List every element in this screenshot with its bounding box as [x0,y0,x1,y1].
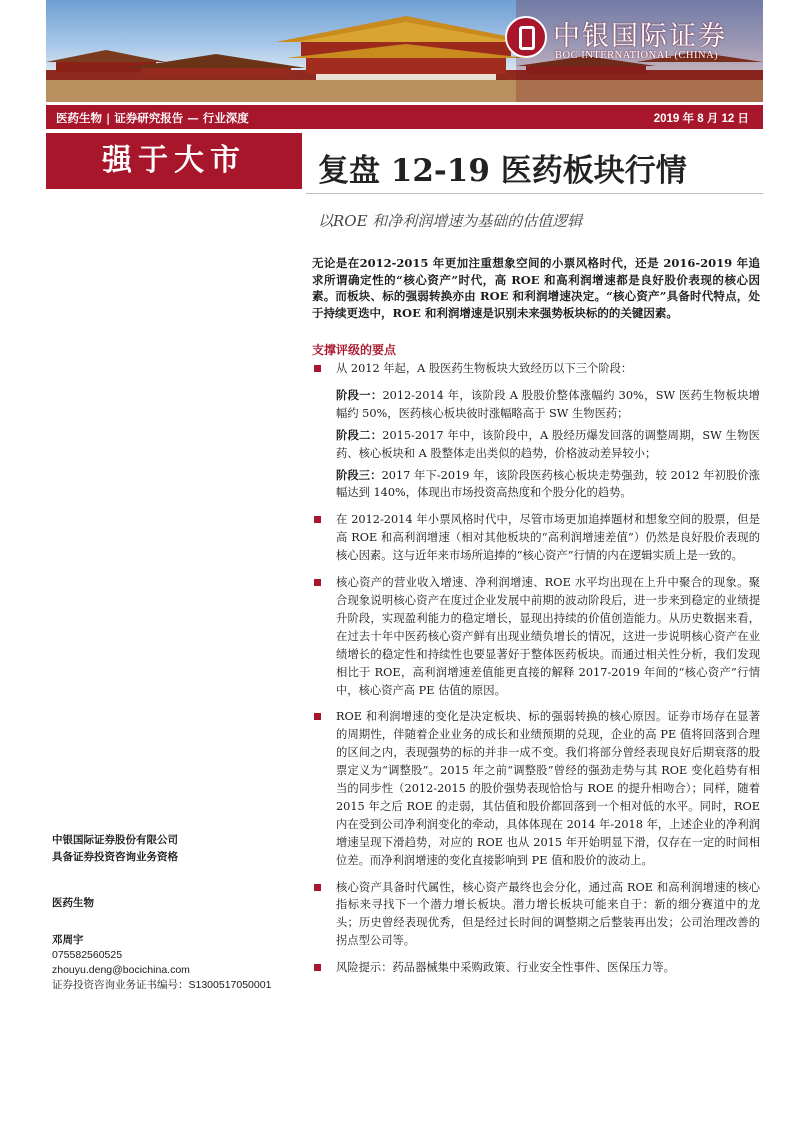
analyst-email: zhouyu.deng@bocichina.com [52,964,190,976]
report-title: 复盘 12-19 医药板块行情 [318,153,687,189]
key-points-heading: 支撑评级的要点 [312,343,397,357]
stage-label: 阶段二： [336,427,383,442]
summary-paragraph: 无论是在2012-2015 年更加注重想象空间的小票风格时代，还是 2016-2019 年追求所谓确定性的“核心资产”时代，高 ROE 和高利润增速都是良好股价表现的核心因素。而板块、标的强弱转换亦由 ROE 和利润增速决定。“核心资产”具备时代特点，处于持续更迭中，ROE 和利润增速是识别未来强势板块标的的关键因素。 [312,256,760,320]
list-item [312,879,760,951]
stage-text: 2017 年下-2019 年，该阶段医药核心板块走势强劲，较 2012 年初股价涨幅达到 140%，体现出市场投资高热度和个股分化的趋势。 [336,468,760,500]
boc-logo-icon [505,16,547,58]
analyst-phone: 07558256052​5 [52,949,123,961]
header-banner-image [46,0,763,102]
bullet-text: 核心资产具备时代属性，核心资产最终也会分化，通过高 ROE 和高利润增速的核心指标来寻找下一个潜力增长板块。潜力增长板块可能来自于：新的细分赛道中的龙头；历史曾经表现优秀，但是经过长时间的调整期之后整装再出发；公司治理改善的拐点型公司等。 [336,880,760,948]
bullet-text: 核心资产的营业收入增速、净利润增速、ROE 水平均出现在上升中聚合的现象。聚合现象说明核心资产在度过企业发展中前期的波动阶段后，进一步来到稳定的业绩提升阶段，实现盈利能力的稳定增长，显现出持续的价值创造能力。从历史数据来看，在过去十年中医药核心资产鲜有出现业绩负增长的情况，这进一步说明核心资产在业绩增长的稳定性和持续性也要显著好于整体医药板块。而通过相关性分析，我们发现相比于 ROE，高利润增速差值能更直接的解释 2017-2019 年间的“核心资产”行情中，核心资产高 PE 估值的原因。 [336,576,760,697]
key-points-list [312,360,760,986]
square-bullet-icon [314,365,321,372]
square-bullet-icon [314,713,321,720]
analyst-certificate: 证券投资咨询业务证书编号：S1300517050001 [52,979,272,991]
company-name-cn: 中银国际证券 [553,21,727,52]
square-bullet-icon [314,516,321,523]
report-date: 2019 年 8 月 12 日 [653,113,749,125]
bullet-text: ROE 和利润增速的变化是决定板块、标的强弱转换的核心原因。证券市场存在显著的周期性，伴随着企业业务的成长和业绩预期的兑现，企业的高 PE 值将回落到合理的区间之内，表现强势的标的并非一成不变。我们将部分曾经表现良好后期衰落的股票定义为“调整股”。2015 年之前“调整股”曾经的强劲走势与其 ROE 变化趋势有相当的同步性（2012-2015 的股价强势表现恰恰与 ROE 的提升相吻合）；同样，随着 2015 年之后 ROE 的走弱，其估值和股价都回落到一个相对低的水平。同时，ROE 内在受到公司净利润变化的牵动，具体体现在 2014 年-2018 年，上述企业的净利润增速呈现下滑趋势，对应的 ROE 也从 2015 年开始明显下滑，仅存在一定的时间相位差。而净利润增速的变化直接影响到 PE 值和股价的波动上。 [336,710,760,867]
stage-text: 2015-2017 年中，该阶段中，A 股经历爆发回落的调整周期，SW 生物医药、核心板块和 A 股整体走出类似的趋势，价格波动差异较小； [336,428,760,460]
bullet-text: 在 2012-2014 年小票风格时代中，尽管市场更加追捧题材和想象空间的股票，但是高 ROE 和高利润增速（相对其他板块的“高利润增速差值”）仍然是良好股价表现的核心因素。这与近年来市场所追捧的“核心资产”行情的内在逻辑实质上是一致的。 [336,513,760,563]
list-item [312,360,760,378]
square-bullet-icon [314,884,321,891]
title-divider [306,193,763,194]
company-line: 中银国际证券股份有限公司 [52,834,178,846]
report-meta-bar [46,105,763,129]
bullet-text: 风险提示：药品器械集中采购政策、行业安全性事件、医保压力等。 [336,961,675,975]
rating-slogan: 强于大市 [46,133,302,189]
bullet-text: 从 2012 年起，A 股医药生物板块大致经历以下三个阶段： [336,362,633,375]
list-item [312,959,760,977]
list-item [312,708,760,869]
stage-item [312,387,760,423]
stage-item [312,467,760,503]
list-item [312,511,760,565]
square-bullet-icon [314,579,321,586]
company-info [52,832,178,866]
analyst-info [52,933,271,993]
stage-item [312,427,760,463]
report-category: 医药生物 | 证券研究报告 — 行业深度 [56,111,249,125]
stage-text: 2012-2014 年，该阶段 A 股股价整体涨幅约 30%，SW 医药生物板块增幅约 50%，医药核心板块彼时涨幅略高于 SW 生物医药； [336,388,760,420]
square-bullet-icon [314,964,321,971]
stage-label: 阶段三： [336,467,382,482]
list-item [312,574,760,699]
boc-logo [505,14,755,74]
company-qualification: 具备证券投资咨询业务资格 [52,851,178,863]
analyst-name: 邓周宇 [52,934,84,946]
sector-label: 医药生物 [52,897,94,909]
stage-label: 阶段一： [336,387,383,402]
report-subtitle: 以ROE 和净利润增速为基础的估值逻辑 [318,212,583,230]
company-name-en: BOC INTERNATIONAL (CHINA) [555,50,719,61]
